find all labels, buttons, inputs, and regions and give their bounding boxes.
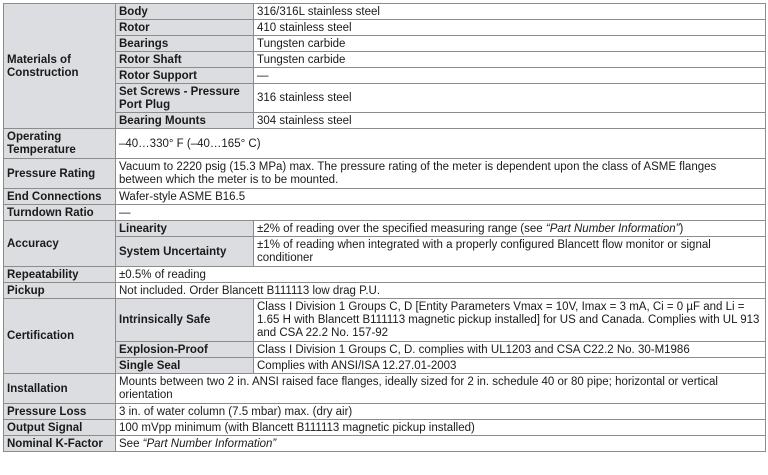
table-row	[4, 205, 766, 221]
operating-temperature-label: Operating Temperature	[4, 129, 116, 159]
linearity-label: Linearity	[116, 221, 254, 237]
table-row	[4, 420, 766, 436]
pressure-rating-label: Pressure Rating	[4, 159, 116, 189]
materials-label: Materials of Construction	[4, 4, 116, 129]
table-row	[4, 113, 766, 129]
rotor-support-value: —	[254, 68, 766, 84]
intrinsically-safe-label: Intrinsically Safe	[116, 299, 254, 342]
part-number-reference: “Part Number Information”	[545, 222, 680, 235]
table-row	[4, 283, 766, 299]
repeatability-label: Repeatability	[4, 267, 116, 283]
table-row	[4, 267, 766, 283]
explosion-proof-label: Explosion-Proof	[116, 342, 254, 358]
table-row	[4, 221, 766, 237]
end-connections-value: Wafer-style ASME B16.5	[116, 189, 766, 205]
bearings-value: Tungsten carbide	[254, 36, 766, 52]
table-row	[4, 342, 766, 358]
bearing-mounts-value: 304 stainless steel	[254, 113, 766, 129]
body-label: Body	[116, 4, 254, 20]
table-row	[4, 129, 766, 159]
table-row	[4, 299, 766, 342]
table-row	[4, 4, 766, 20]
pressure-loss-value: 3 in. of water column (7.5 mbar) max. (dry air)	[116, 404, 766, 420]
installation-label: Installation	[4, 374, 116, 404]
table-row	[4, 52, 766, 68]
pickup-value: Not included. Order Blancett B111113 low drag P.U.	[116, 283, 766, 299]
rotor-shaft-value: Tungsten carbide	[254, 52, 766, 68]
certification-label: Certification	[4, 299, 116, 374]
rotor-value: 410 stainless steel	[254, 20, 766, 36]
table-row	[4, 159, 766, 189]
output-signal-value: 100 mVpp minimum (with Blancett B111113 magnetic pickup installed)	[116, 420, 766, 436]
system-uncertainty-label: System Uncertainty	[116, 237, 254, 267]
table-row	[4, 374, 766, 404]
pickup-label: Pickup	[4, 283, 116, 299]
turndown-ratio-label: Turndown Ratio	[4, 205, 116, 221]
single-seal-label: Single Seal	[116, 358, 254, 374]
rotor-shaft-label: Rotor Shaft	[116, 52, 254, 68]
linearity-value: ±2% of reading over the specified measuring range (see “Part Number Information”)	[254, 221, 766, 237]
k-factor-label: Nominal K-Factor	[4, 436, 116, 452]
operating-temperature-value: –40…330° F (–40…165° C)	[116, 129, 766, 159]
pressure-rating-value: Vacuum to 2220 psig (15.3 MPa) max. The pressure rating of the meter is dependent upon the class of ASME flanges between which the meter is to be mounted.	[116, 159, 766, 189]
rotor-label: Rotor	[116, 20, 254, 36]
bearings-label: Bearings	[116, 36, 254, 52]
table-row	[4, 20, 766, 36]
table-row	[4, 84, 766, 113]
bearing-mounts-label: Bearing Mounts	[116, 113, 254, 129]
system-uncertainty-value: ±1% of reading when integrated with a properly configured Blancett flow monitor or signal conditioner	[254, 237, 766, 267]
set-screws-label: Set Screws - Pressure Port Plug	[116, 84, 254, 113]
intrinsically-safe-value: Class I Division 1 Groups C, D [Entity Parameters Vmax = 10V, Imax = 3 mA, Ci = 0 µF and Li = 1.65 H with Blancett B111113 magnetic pickup installed] for US and Canada. Complies with UL 913 and CSA 22.2 No. 157-92	[254, 299, 766, 342]
rotor-support-label: Rotor Support	[116, 68, 254, 84]
table-row	[4, 358, 766, 374]
installation-value: Mounts between two 2 in. ANSI raised face flanges, ideally sized for 2 in. schedule 40 or 80 pipe; horizontal or vertical orientation	[116, 374, 766, 404]
table-row	[4, 189, 766, 205]
part-number-reference: “Part Number Information”	[142, 437, 277, 450]
turndown-ratio-value: —	[116, 205, 766, 221]
repeatability-value: ±0.5% of reading	[116, 267, 766, 283]
output-signal-label: Output Signal	[4, 420, 116, 436]
table-row	[4, 237, 766, 267]
body-value: 316/316L stainless steel	[254, 4, 766, 20]
accuracy-label: Accuracy	[4, 221, 116, 267]
k-factor-value: See “Part Number Information”	[116, 436, 766, 452]
table-row	[4, 68, 766, 84]
table-row	[4, 436, 766, 452]
table-row	[4, 404, 766, 420]
single-seal-value: Complies with ANSI/ISA 12.27.01-2003	[254, 358, 766, 374]
explosion-proof-value: Class I Division 1 Groups C, D. complies with UL1203 and CSA C22.2 No. 30-M1986	[254, 342, 766, 358]
set-screws-value: 316 stainless steel	[254, 84, 766, 113]
table-row	[4, 36, 766, 52]
specifications-table	[3, 3, 766, 452]
end-connections-label: End Connections	[4, 189, 116, 205]
pressure-loss-label: Pressure Loss	[4, 404, 116, 420]
